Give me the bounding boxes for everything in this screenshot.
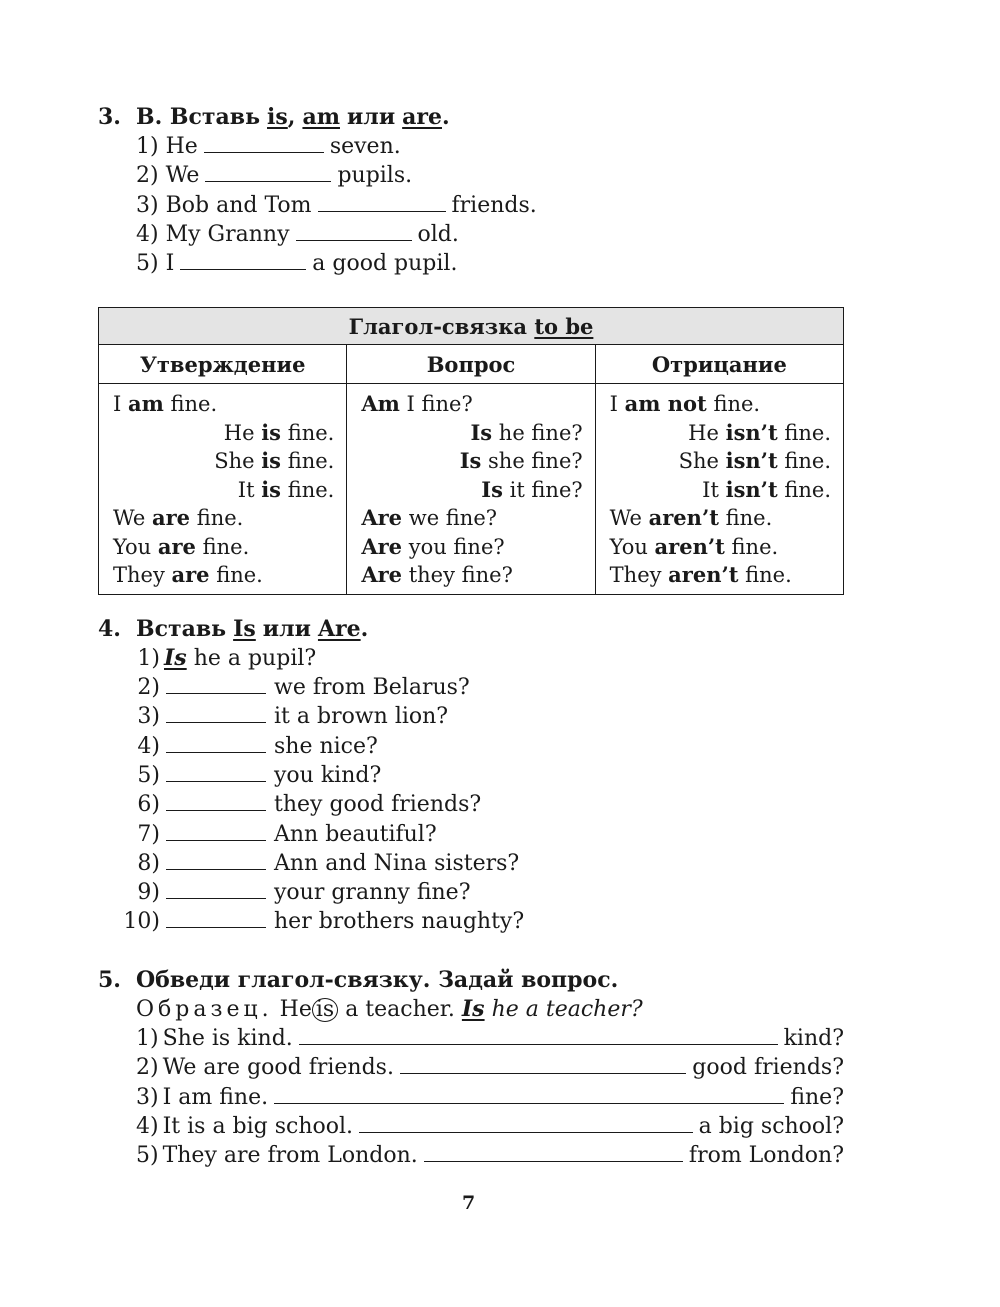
pronoun: It bbox=[702, 477, 726, 502]
item-end: old. bbox=[417, 221, 459, 247]
table-cell-line bbox=[113, 504, 334, 533]
cell-rest: fine. bbox=[706, 392, 761, 416]
item-sentence: She is kind. bbox=[162, 1026, 293, 1051]
ex3-item bbox=[136, 191, 537, 220]
item-number: 3) bbox=[136, 1084, 159, 1110]
item-text: her brothers naughty? bbox=[274, 909, 525, 935]
ex4-item bbox=[122, 732, 378, 761]
item-text: it a brown lion? bbox=[274, 704, 449, 730]
verb-form: is bbox=[261, 476, 282, 502]
answer-blank[interactable] bbox=[166, 790, 266, 811]
verb-form: aren’t bbox=[668, 562, 739, 587]
cell-rest: fine. bbox=[209, 563, 263, 587]
ex3-item bbox=[136, 132, 401, 161]
pronoun: I bbox=[113, 392, 128, 416]
table-cell-line bbox=[361, 561, 582, 590]
answer-blank[interactable] bbox=[166, 732, 266, 753]
verb-form: Is bbox=[459, 448, 482, 473]
cell-rest: you fine? bbox=[402, 534, 505, 559]
answer-line[interactable] bbox=[274, 1083, 784, 1104]
cell-rest: fine. bbox=[281, 420, 335, 445]
table-cell-line bbox=[113, 561, 334, 590]
pronoun: They bbox=[609, 563, 669, 587]
item-sentence: It is a big school. bbox=[162, 1113, 354, 1139]
item-number: 2) bbox=[136, 163, 159, 189]
item-number: 1) bbox=[136, 1026, 159, 1051]
ex5-item bbox=[136, 1141, 844, 1170]
table-cell-line bbox=[113, 533, 334, 562]
cell-rest: he fine? bbox=[492, 420, 583, 445]
item-start: My Granny bbox=[165, 221, 290, 247]
item-number: 7) bbox=[137, 821, 160, 847]
verb-form: are bbox=[171, 562, 210, 587]
circled-verb: is bbox=[312, 998, 338, 1022]
cell-rest: fine. bbox=[195, 534, 250, 559]
ex4-item bbox=[122, 849, 519, 878]
item-number: 5) bbox=[136, 1143, 159, 1169]
item-text: Ann and Nina sisters? bbox=[274, 850, 520, 876]
cell-rest: fine. bbox=[738, 563, 792, 587]
table-cell-line bbox=[610, 533, 831, 562]
item-sentence: They are from London. bbox=[162, 1143, 418, 1169]
ex4-item bbox=[122, 878, 471, 907]
pronoun: They bbox=[113, 563, 172, 587]
cell-rest: it fine? bbox=[502, 477, 583, 502]
table-cell-line bbox=[361, 419, 582, 448]
answer-line[interactable] bbox=[400, 1053, 686, 1074]
cell-rest: fine. bbox=[281, 449, 335, 473]
ex5-item bbox=[136, 1112, 844, 1141]
ex4-item bbox=[122, 907, 524, 936]
table-cell-line bbox=[361, 476, 582, 505]
verb-form: are bbox=[151, 505, 191, 530]
cell-rest: fine. bbox=[777, 420, 831, 445]
item-ending: from London? bbox=[688, 1143, 844, 1169]
answer-blank[interactable] bbox=[166, 849, 266, 870]
answer-line[interactable] bbox=[424, 1141, 683, 1162]
table-cell-line bbox=[610, 561, 831, 590]
header-affirm: Утверждение bbox=[99, 345, 347, 384]
pronoun: I bbox=[609, 392, 625, 416]
item-start: Bob and Tom bbox=[165, 192, 312, 218]
item-ending: kind? bbox=[783, 1026, 844, 1051]
answer-blank[interactable] bbox=[166, 878, 266, 899]
item-number: 4) bbox=[137, 733, 160, 759]
answer-blank[interactable] bbox=[166, 907, 266, 928]
answer-line[interactable] bbox=[299, 1024, 778, 1045]
ex4-item bbox=[122, 820, 437, 849]
table-cell-line bbox=[610, 504, 831, 533]
header-negative: Отрицание bbox=[595, 345, 843, 384]
table-cell-line bbox=[610, 419, 831, 448]
ex3-item bbox=[136, 161, 412, 190]
table-cell-line bbox=[610, 390, 831, 419]
answer-blank[interactable] bbox=[205, 161, 331, 182]
item-text: you kind? bbox=[274, 762, 382, 788]
ex3-item bbox=[136, 249, 457, 278]
item-end: pupils. bbox=[337, 163, 413, 189]
item-number: 5) bbox=[136, 251, 159, 277]
cell-rest: she fine? bbox=[481, 449, 583, 473]
item-sentence: I am fine. bbox=[162, 1084, 269, 1110]
ex4-item bbox=[122, 702, 448, 731]
answer-blank[interactable] bbox=[204, 132, 324, 153]
column-affirm bbox=[99, 384, 347, 595]
verb-form: are bbox=[157, 533, 196, 559]
cell-rest: fine. bbox=[281, 477, 335, 502]
verb-form: Am bbox=[361, 391, 400, 416]
pronoun: We bbox=[609, 506, 649, 530]
verb-form: Is bbox=[470, 419, 493, 445]
verb-form: Are bbox=[361, 533, 403, 559]
cell-rest: I fine? bbox=[399, 392, 473, 416]
item-ending: fine? bbox=[790, 1084, 844, 1110]
item-number: 1) bbox=[136, 134, 159, 159]
item-text: Ann beautiful? bbox=[274, 821, 437, 847]
pronoun: He bbox=[223, 420, 262, 445]
cell-rest: fine. bbox=[777, 449, 831, 473]
item-ending: a big school? bbox=[698, 1113, 844, 1139]
cell-rest: fine. bbox=[777, 477, 831, 502]
table-cell-line bbox=[610, 447, 831, 476]
verb-form: Is bbox=[481, 476, 503, 502]
ex3-item bbox=[136, 220, 459, 249]
ex4-item bbox=[122, 761, 381, 790]
answer-blank[interactable] bbox=[166, 702, 266, 723]
answer-blank[interactable] bbox=[318, 191, 446, 212]
cell-rest: fine. bbox=[718, 506, 773, 530]
item-start: He bbox=[165, 134, 198, 159]
pronoun: You bbox=[113, 534, 158, 559]
table-cell-line bbox=[361, 390, 582, 419]
to-be-table bbox=[98, 307, 844, 595]
answer-blank[interactable] bbox=[166, 820, 266, 841]
pronoun: You bbox=[609, 534, 655, 559]
answer-blank[interactable] bbox=[180, 249, 306, 270]
item-end: friends. bbox=[451, 192, 537, 218]
verb-form: isn’t bbox=[725, 476, 778, 502]
verb-form: am not bbox=[624, 391, 707, 416]
verb-form: is bbox=[261, 448, 282, 473]
answer-line[interactable] bbox=[359, 1112, 693, 1133]
item-number: 2) bbox=[137, 675, 160, 700]
verb-form: aren’t bbox=[648, 505, 719, 530]
ex5-sample: Образец. He is a teacher. Is he a teacher? bbox=[136, 996, 643, 1022]
item-number: 4) bbox=[136, 1113, 159, 1139]
table-cell-line bbox=[113, 476, 334, 505]
item-number: 6) bbox=[137, 792, 160, 818]
answer-blank[interactable] bbox=[166, 761, 266, 782]
table-cell-line bbox=[113, 419, 334, 448]
table-cell-line bbox=[113, 447, 334, 476]
verb-form: isn’t bbox=[725, 448, 778, 473]
item-number: 3) bbox=[136, 192, 159, 218]
item-text: we from Belarus? bbox=[274, 675, 470, 700]
ex5-item bbox=[136, 1083, 844, 1112]
table-cell-line bbox=[610, 476, 831, 505]
item-text: she nice? bbox=[274, 733, 378, 759]
ex4-heading: 4. Вставь Is или Are. bbox=[98, 616, 369, 642]
pronoun: She bbox=[678, 449, 726, 473]
pronoun: It bbox=[237, 477, 262, 502]
verb-form: am bbox=[127, 391, 164, 416]
table-title: Глагол-связка to be bbox=[99, 308, 844, 345]
cell-rest: we fine? bbox=[402, 506, 498, 530]
verb-form: aren’t bbox=[654, 533, 725, 559]
table-cell-line bbox=[361, 533, 582, 562]
item-ending: good friends? bbox=[692, 1055, 844, 1081]
item-text: they good friends? bbox=[274, 792, 482, 818]
ex5-item bbox=[136, 1024, 844, 1053]
column-question bbox=[347, 384, 595, 595]
ex4-example: 1) Is he a pupil? bbox=[137, 645, 317, 671]
cell-rest: they fine? bbox=[402, 563, 513, 587]
item-number: 2) bbox=[136, 1055, 159, 1081]
item-text: your granny fine? bbox=[274, 880, 471, 906]
ex3-heading: 3. B. Вставь is, am или are. bbox=[98, 104, 450, 130]
cell-rest: fine. bbox=[724, 534, 779, 559]
verb-form: Are bbox=[361, 505, 403, 530]
ex5-item bbox=[136, 1053, 844, 1082]
answer-blank[interactable] bbox=[166, 673, 266, 694]
item-end: a good pupil. bbox=[312, 251, 458, 277]
table-cell-line bbox=[361, 504, 582, 533]
column-negative bbox=[595, 384, 843, 595]
item-end: seven. bbox=[329, 134, 401, 159]
pronoun: He bbox=[688, 420, 726, 445]
item-sentence: We are good friends. bbox=[162, 1055, 394, 1081]
table-cell-line bbox=[361, 447, 582, 476]
verb-form: isn’t bbox=[725, 419, 778, 445]
verb-form: Are bbox=[361, 562, 403, 587]
ex5-heading: 5. Обведи глагол-связку. Задай вопрос. bbox=[98, 967, 619, 993]
cell-rest: fine. bbox=[190, 506, 244, 530]
page-number: 7 bbox=[462, 1192, 476, 1214]
item-number: 10) bbox=[123, 909, 160, 935]
item-number: 5) bbox=[137, 762, 160, 788]
cell-rest: fine. bbox=[163, 392, 218, 416]
item-number: 3) bbox=[137, 704, 160, 730]
item-number: 9) bbox=[137, 880, 160, 906]
pronoun: She bbox=[214, 449, 262, 473]
item-number: 8) bbox=[137, 850, 160, 876]
answer-blank[interactable] bbox=[296, 220, 412, 241]
table-cell-line bbox=[113, 390, 334, 419]
item-start: We bbox=[165, 163, 200, 189]
verb-form: is bbox=[261, 419, 282, 445]
pronoun: We bbox=[113, 506, 152, 530]
item-number: 4) bbox=[136, 221, 159, 247]
ex4-item bbox=[122, 790, 481, 819]
header-question: Вопрос bbox=[347, 345, 595, 384]
ex4-item bbox=[122, 673, 470, 702]
item-start: I bbox=[165, 251, 175, 277]
